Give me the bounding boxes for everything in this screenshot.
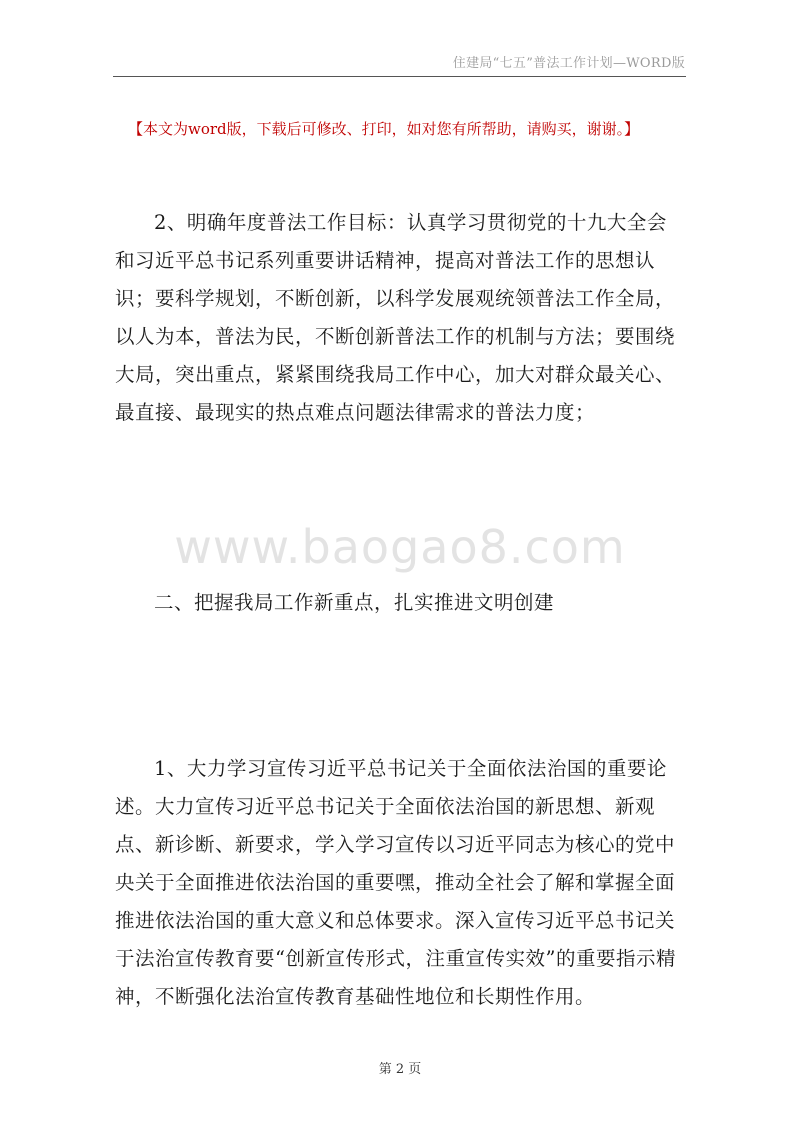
body-paragraph-goals: 2、明确年度普法工作目标：认真学习贯彻党的十九大全会和习近平总书记系列重要讲话精神，提高对普法工作的思想认识；要科学规划，不断创新，以科学发展观统领普法工作全局，以人为本，普法为民，不断创新普法工作的机制与方法；要围绕大局，突出重点，紧紧围绕我局工作中心，加大对群众最关心、最直接、最现实的热点难点问题法律需求的普法力度； <box>115 211 676 424</box>
purchase-notice: 【本文为word版，下载后可修改、打印，如对您有所帮助，请购买，谢谢。】 <box>128 120 640 138</box>
document-header-title: 住建局“七五”普法工作计划—WORD版 <box>452 56 685 71</box>
body-paragraph-study: 1、大力学习宣传习近平总书记关于全面依法治国的重要论述。大力宣传习近平总书记关于全面依法治国的新思想、新观点、新诊断、新要求，学入学习宣传以习近平同志为核心的党中央关于全面推进依法治国的重要嘿，推动全社会了解和掌握全面推进依法治国的重大意义和总体要求。深入宣传习近平总书记关于法治宣传教育要“创新宣传形式，注重宣传实效”的重要指示精神，不断强化法治宣传教育基础性地位和长期性作用。 <box>115 757 676 1008</box>
watermark: www.baogao8.com <box>174 520 626 574</box>
page-number: 第 2 页 <box>378 1062 422 1077</box>
header-divider <box>113 76 686 77</box>
section-heading: 二、把握我局工作新重点，扎实推进文明创建 <box>154 591 555 614</box>
